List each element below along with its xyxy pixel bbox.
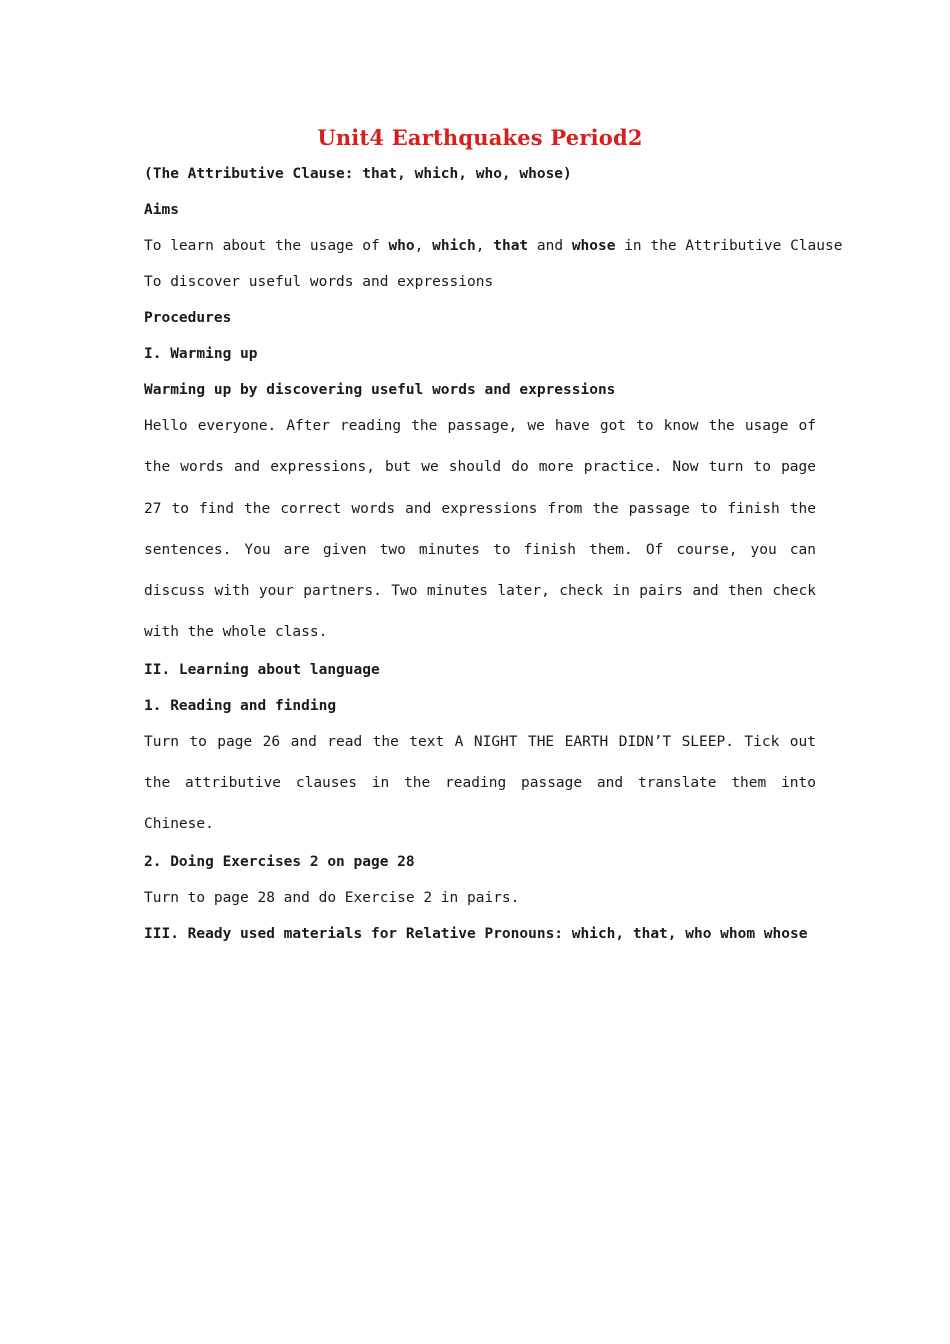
- procedures-heading: Procedures: [144, 310, 232, 326]
- keyword-which: which: [432, 238, 476, 254]
- item-reading-finding-paragraph: Turn to page 26 and read the text A NIGHT THE EARTH DIDN’T SLEEP. Tick out the attributive clauses in the reading passage and translate them into Chinese.: [144, 733, 816, 833]
- document-page: [144, 120, 843, 952]
- item-exercises-heading: 2. Doing Exercises 2 on page 28: [144, 853, 415, 870]
- section-warming-up-subheading: Warming up by discovering useful words and expressions: [144, 382, 616, 398]
- item-reading-finding-heading: 1. Reading and finding: [144, 697, 337, 714]
- aims-line-prefix: To learn about the usage of: [144, 238, 389, 254]
- aims-line-mid: and: [528, 238, 572, 254]
- aims-line-usage: [144, 228, 843, 264]
- aims-line-discover: To discover useful words and expressions: [144, 274, 494, 290]
- item-exercises-paragraph: Turn to page 28 and do Exercise 2 in pairs.: [144, 889, 520, 906]
- aims-line-suffix: in the Attributive Clause: [615, 238, 843, 254]
- aims-heading: Aims: [144, 202, 179, 218]
- subtitle: (The Attributive Clause: that, which, who, whose): [144, 166, 572, 182]
- section-warming-up-paragraph: Hello everyone. After reading the passage, we have got to know the usage of the words and expressions, but we should do more practice. Now turn to page 27 to find the correct words and expressions from the passage to finish the sentences. You are given two minutes to finish them. Of course, you can discuss with your partners. Two minutes later, check in pairs and then check with the whole class.: [144, 418, 816, 641]
- section-learning-language-heading: II. Learning about language: [144, 661, 380, 678]
- section-relative-pronouns-heading: III. Ready used materials for Relative Pronouns: which, that, who whom whose: [144, 925, 808, 942]
- keyword-whose: whose: [571, 238, 616, 254]
- keyword-that: that: [493, 238, 529, 254]
- keyword-who: who: [388, 238, 415, 254]
- document-title: Unit4 Earthquakes Period2: [317, 125, 643, 150]
- aims-line-sep1: ,: [414, 238, 433, 254]
- aims-line-sep2: ,: [475, 238, 494, 254]
- section-warming-up-heading: I. Warming up: [144, 346, 258, 362]
